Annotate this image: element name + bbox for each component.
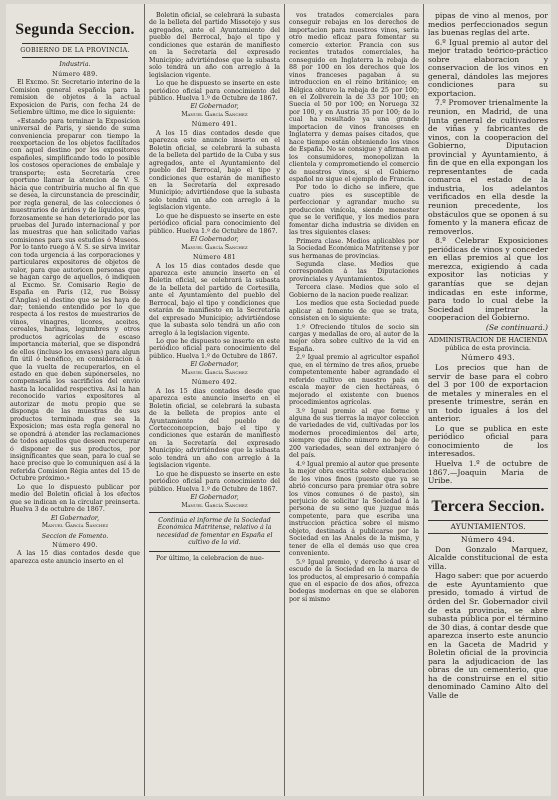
paragraph: Huelva 1.º de octubre de 1867.—Joaquin Maria de Uribe. [428, 458, 548, 486]
section-title: Segunda Seccion. [15, 21, 135, 38]
section-title: Tercera Seccion. [431, 497, 545, 515]
paragraph: Lo que se publica en este periódico oficial para conocimiento de los interesados. [428, 423, 548, 459]
signature-title: El Gobernador, [190, 236, 239, 244]
column-rule [423, 4, 424, 796]
paragraph: A los 15 dias contados desde que aparezca este anuncio inserto en el Boletin oficial, se celebrará la subasta de la belleta de propios ante el Ayuntamiento del pueblo de Cortecconcepcion, bajo el tipo y condiciones que estarán de manifiesto en la Secretaría del expresado Municipio; advirtiéndose que la subasta solo tendrá un año con arreglo á la legislacion vigente. [149, 387, 280, 470]
signature-title: El Gobernador, [190, 103, 239, 111]
paragraph: A los 15 dias contados desde que aparezca este anuncio inserto en el Boletin oficial, se celebrará la subasta de la belleta del partido de la Cuba y sus agregados, ante el Ayuntamiento del pueblo del Berrocal, bajo el tipo y condiciones que estarán de manifiesto en la Secretaría del expresado Municipio; advirtiéndose que la subasta solo tendrá un año con arreglo á la legislacion vigente. [149, 129, 280, 212]
notice-number: Número 490. [52, 542, 98, 549]
signature-title: El Gobernador, [50, 514, 100, 522]
paragraph: Lo que he dispuesto se inserte en este periódico oficial para conocimiento del público. Huelva 1.º de Octubre de 1867. [149, 338, 280, 360]
paragraph: Los precios que han de servir de base para el cobro del 3 por 100 de exportacion de metales y minerales en el presente trimestre, serán en un todo iguales á los del anterior. [428, 362, 548, 424]
signature-name: Manuel García Sanchez [181, 110, 248, 118]
notice-number: Número 481 [192, 254, 237, 262]
ayuntamientos-heading: AYUNTAMIENTOS. [450, 521, 526, 531]
industria-heading: Industria. [59, 61, 91, 69]
paragraph: Los medios que esta Sociedad puede aplicar al fomento de que se trata, consisten en lo siguiente: [289, 300, 419, 323]
signature-title: El Gobernador, [190, 361, 239, 369]
column-1 [10, 12, 140, 792]
paragraph: Boletin oficial, se celebrará la subasta de la belleta del partido Missotejo y sus agregados, ante el Ayuntamiento del pueblo del Berrocal, bajo el tipo y condiciones que estarán de manifiesto en la Secretaría del expresado Municipio; advirtiéndose que la subasta solo tendrá un año con arreglo á la legislacion vigente. [149, 12, 280, 79]
column-rule [284, 4, 285, 796]
paragraph: 8.º Celebrar Exposiciones periódicas de vinos y conceder en ellas premios al que los merezca, exigiendo á cada expositor las noticias y garantías que se dejan indicadas en este informe, para todo lo cual debe la Sociedad impetrar la cooperacion del Gobierno. [428, 236, 548, 323]
signature-name: Manuel García Sanchez [41, 522, 109, 530]
paragraph: Hago saber: que por acuerdo de este Ayuntamiento que presido, tomado á virtud de órden del Sr. Gobernador civil de esta provincia, se abre subasta pública por el término de 30 dias, á contar desde que aparezca inserto este anuncio en la Gaceta de Madrid y Boletin oficial de la provincia para la adjudicacion de las obras de un cementerio, que ha de construirse en el sitio denominado Camino Alto del Valle de [428, 571, 548, 701]
notice-number: Número 492. [191, 379, 238, 387]
column-3 [289, 12, 419, 792]
gobierno-heading: GOBIERNO DE LA PROVINCIA. [20, 47, 130, 54]
paragraph: 5.º Igual premio, y derecho á usar el escudo de la Sociedad en la marca de los productos, al empresario ó compañía que en el espacio de dos años, ofrezca bodegas modernas en que se elaboren por sí mismo [289, 558, 419, 603]
divider [22, 57, 128, 58]
column-rule [144, 4, 145, 796]
divider [428, 520, 548, 521]
paragraph: 6.º Igual premio al autor del mejor tratado teórico-práctico sobre elaboracion y conservacion de los vinos en general, dándoles las mejores condiciones para su exportacion. [428, 37, 548, 98]
notice-number: Número 489. [52, 70, 98, 78]
paragraph: vos tratados comerciales para conseguir rebajas en los derechos de importacion para nuestros vinos, seria otro medio eficaz para fomentar su comercio exterior. Francia con sus recientes tratados comerciales, ha conseguido en Inglaterra la rebaja de 88 por 100 en los derechos que los vinos franceses pagaban á su introduccion en el reino británico; en Bélgica obtuvo la rebaja de 25 por 100; en el Zollverein la de 33 por 100; en Suecia el 50 por 100; en Noruega 32 por 100, y en Austria 35 por 100; de lo cual ha resultado ya una grande importacion de vinos franceses en Inglaterra y demas países citados, que hace tiempo están obteniendo los vinos de España. No se consigue y afirman en los consumidores, monopolizan la clientela y comprometiendo el comercio de nuestros vinos, si el Gobierno español no sigue el ejemplo de Francia. [289, 12, 419, 183]
paragraph: Tercera clase. Medios que solo el Gobierno de la nacion puede realizar. [289, 284, 419, 299]
paragraph: «Estando para terminar la Exposicion universal de Paris, y siendo de suma conveniencia preparar con tiempo la reexportacion de los objetos facilitados con aquel destino por los expositores españoles, simplificando todo lo posible los costosos operaciones de embalaje y transporte; esta Secretaría cree oportuno llamar la atencion de V. S. hácia que contribuiría mucho al fin que se desea, la circunstancia de prescindir, por regla general, de las colecciones ó muestrarios de áridos y de líquidos, que forzosamente se han deteriorado por las pruebas del Jurado internacional y por las muestras que han solicitado varias comisiones para sus estudios ó Museos. Por lo tanto ruego á V. S. se sirva invitar con toda urgencia á las corporaciones y particulares expositores de objetos de valor, para que autoricen personas que se hagan cargo de aquellos, ó indiquen al Excmo. Sr. Comisario Regio de España en Paris (12, rue Boissy d'Anglas) el destino que se les haya de dar; teniendo entendido por lo que respecta á los restos de muestrarios de vinos, vinagres, licores, aceites, cereales, harinas, legumbres y otros productos agrícolas de escaso importancia material, que se dispondrá de ellos (incluso los envases) para algun fin útil ó benéfico, en consideracion á que la vuelta de recuperarlos, en el estado en que deben supónerseles, no compensaría los sacrificios del envio hasta la localidad respectiva. Así la han reconocido varios expositores al autorizar de motu propio que se disponga de las muestras de sus productos terminada que sea la Exposicion; mas esta regla general no se opondrá á atender las reclamaciones de todos aquellos que deseen recuperar ó disponer de sus productos, por insignificantes que sean, para lo cual se hace preciso que lo comuniquen así á la referida Comision Régia antes del 15 de Octubre próximo.» [10, 117, 140, 483]
feature-heading: Continúa el informe de la Sociedad Económica Matritense, relativo á la necesidad de fomentar en España el cultivo de la vid. [156, 517, 273, 547]
paragraph: Lo que he dispuesto se inserte en este periódico oficial para conocimiento del público. Huelva 1.º de Octubre de 1867. [149, 80, 280, 102]
paragraph: Lo que he dispuesto se inserte en este periódico oficial para conocimiento del público. Huelva 1.º de Octubre de 1867. [149, 470, 280, 493]
fomento-heading: Seccion de Fomento. [41, 532, 109, 540]
paragraph: Por último, la celebracion de nue- [156, 554, 264, 562]
paragraph: A los 15 dias contados desde que aparezca este anuncio inserto en el Boletin oficial, se celebrará la subasta de la belleta del partido de Cortesilla, ante el Ayuntamiento del pueblo del Berrocal, bajo el tipo y condiciones que estarán de manifiesto en la Secretaría del expresado Municipio; advirtiéndose que la subasta solo tendrá un año con arreglo á la legislacion vigente. [149, 262, 280, 337]
paragraph: 4.º Igual premio al autor que presente la mejor obra escrita sobre elaboracion de los vinos finos (puesto que ya se abrió concurso para premiar otra sobre los vinos comunes ó de pasto), sin perjuicio de solicitar la Sociedad á la persona de su seno que juzgue más competente, para que escriba una instruccion práctica sobre el mismo objeto, destinada á publicarse por la Sociedad en las Anales de la misma, y tener de ella el demás uso que crea conveniente. [289, 460, 419, 558]
hacienda-heading: ADMINISTRACION DE HACIENDA pública de esta provincia. [428, 336, 548, 352]
paragraph: 7.º Promover trienalmente la reunion, en Madrid, de una Junta general de cultivadores de viñas y fabricantes de vinos, con la cooperacion del Gobierno, Diputacion provincial y Ayuntamiento, á fin de que en ella expongan los representantes de cada comarca el estado de la industria, los adelantos verificados en ella desde la reunion precedente, los obstáculos que se oponen á su fomento y la manera eficaz de removerlos. [428, 98, 548, 236]
column-4 [428, 12, 548, 792]
paragraph: Don Gonzalo Marquez, Alcalde constitucional de esta villa. [428, 544, 548, 571]
paragraph: Lo que lo dispuesto publicar por medio del Boletin oficial á los efectos que se indican en la circular preinserta. Huelva 3 de octubre de 1867. [10, 483, 140, 514]
divider [428, 488, 548, 489]
feature-box [149, 512, 280, 552]
notice-number: Número 491. [191, 121, 238, 129]
paragraph: 3.º Igual premio al que forme y alguna de sus tierras la mayor coleccion de variedades de vid, cultivadas por los modernos procedimientos del arte, siempre que dicho número no baje de 200 variedades, sean del extranjero ó del país. [289, 407, 419, 460]
notice-number: Número 494. [460, 535, 516, 545]
divider [22, 43, 128, 44]
signature-name: Manuel García Sanchez [181, 368, 248, 376]
paragraph: Segunda clase. Medios que corresponden á las Diputaciones provinciales y Ayuntamientos. [289, 260, 419, 283]
paragraph: 2.º Igual premio al agricultor español que, en el término de tres años, pruebe competentemente haber agrandado el referido cultivo en nuestro país en escala mayor de cien hectáreas, ó mejorado el existente con buenos procedimientos agrícolas. [289, 354, 419, 407]
paragraph: Primera clase. Medios aplicables por la Sociedad Económica Matritense y por sus hermanas de provincias. [289, 237, 419, 260]
paragraph: A las 15 dias contados desde que aparezca este anuncio inserto en el [10, 550, 140, 565]
paragraph: Por todo lo dicho se infiere, que cuatro pies es susceptible de perfeccionar y agrandar mucho su produccion vinícola, siendo menester que se le verifique, y los medios para fomentar dicha industria se dividen en las tres siguientes clases: [289, 184, 419, 237]
continuation-note: (Se continuará.) [485, 322, 548, 332]
signature-title: El Gobernador, [190, 494, 239, 502]
notice-number: Número 493. [460, 353, 516, 363]
paragraph: El Excmo. Sr. Secretario interino de la Comision general española para la remision de objetos á la actual Exposicion de Paris, con fecha 24 de Setiembre último, me dice lo siguiente: [10, 79, 140, 117]
signature-name: Manuel García Sanchez [181, 501, 248, 509]
paragraph: Lo que he dispuesto se inserte en este periódico oficial para conocimiento del público. Huelva 1.º de Octubre de 1867. [149, 212, 280, 235]
paragraph: pipas de vino al menos, por medios perfeccionados segun las buenas reglas del arte. [428, 12, 548, 38]
paragraph: 1.º Ofreciendo títulos de socio sin cargas y medallas de oro, al autor de la mejor obra sobre cultivo de la vid en España. [289, 323, 419, 353]
divider [428, 334, 548, 335]
newspaper-page [6, 4, 551, 796]
signature-name: Manuel García Sanchez [181, 243, 248, 251]
column-2 [149, 12, 280, 792]
divider [428, 533, 548, 534]
